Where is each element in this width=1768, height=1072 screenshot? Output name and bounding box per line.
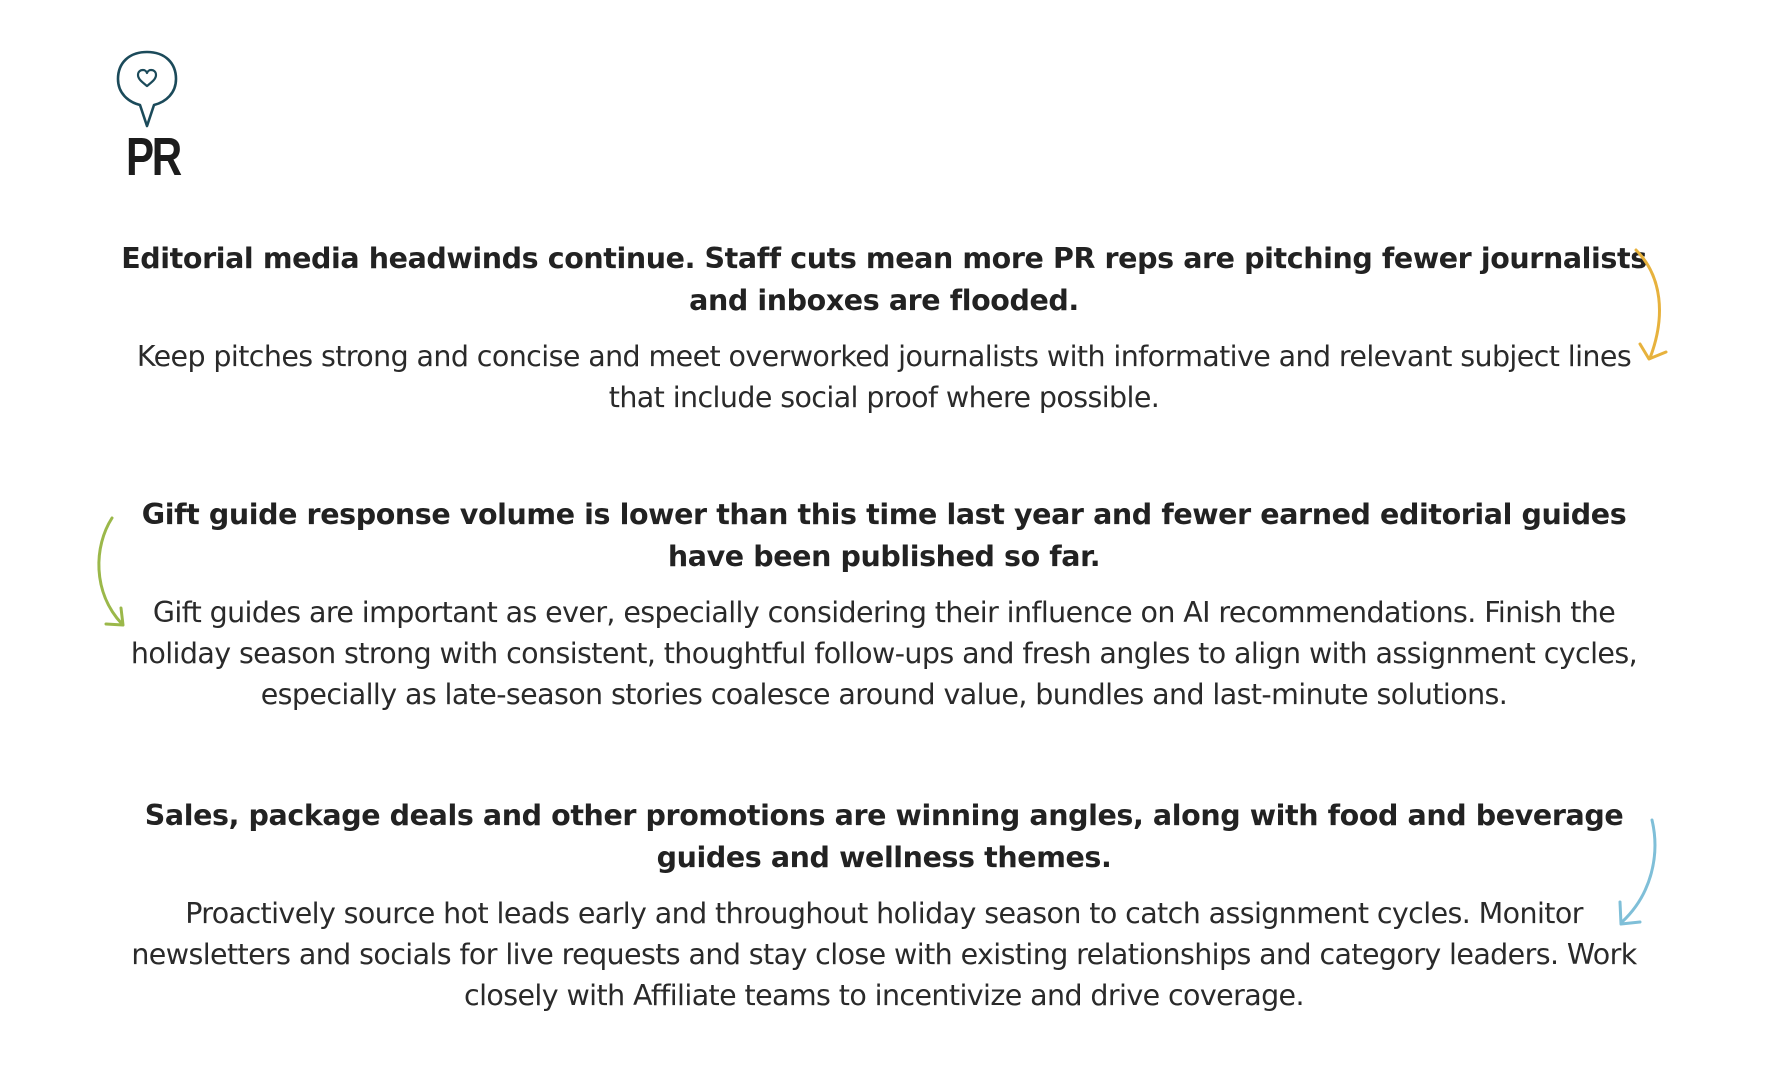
curved-arrow-down-right-icon — [1608, 814, 1664, 930]
insight-heading: Sales, package deals and other promotions are winning angles, along with food and beverage guides and wellness themes. — [144, 799, 1624, 874]
insight-body: Keep pitches strong and concise and meet overworked journalists with informative and relevant subject lines that include social proof where possible. — [136, 340, 1632, 414]
insight-block — [120, 238, 1648, 418]
curved-arrow-down-left-icon — [92, 512, 132, 632]
insight-body: Proactively source hot leads early and throughout holiday season to catch assignment cycles. Monitor newsletters and socials for live requests and stay close with existing relationships and category leaders. Work closely with Affiliate teams to incentivize and drive coverage. — [131, 897, 1637, 1012]
insight-block — [120, 494, 1648, 715]
insight-heading: Editorial media headwinds continue. Staff cuts mean more PR reps are pitching fewer journalists and inboxes are flooded. — [121, 242, 1647, 317]
curved-arrow-down-right-icon — [1628, 246, 1678, 366]
insight-heading: Gift guide response volume is lower than this time last year and fewer earned editorial guides have been published so far. — [141, 498, 1627, 573]
section-title: PR — [126, 127, 180, 187]
insight-body: Gift guides are important as ever, especially considering their influence on AI recommendations. Finish the holiday season strong with consistent, thoughtful follow-ups and fresh angles to align with assignment cycles, especially as late-season stories coalesce around value, bundles and last-minute solutions. — [130, 596, 1638, 711]
insight-block — [120, 795, 1648, 1016]
speech-bubble-heart-icon — [112, 48, 182, 134]
